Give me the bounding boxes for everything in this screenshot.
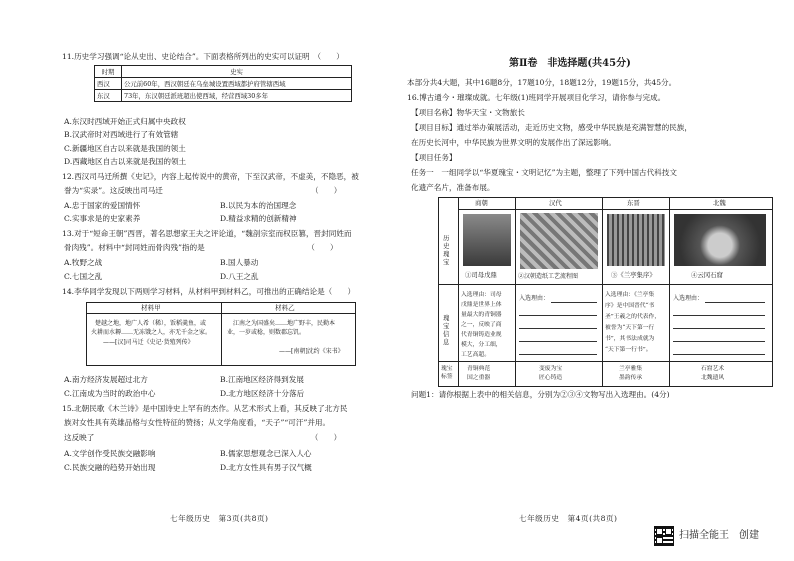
info-4-label: 入选理由： [673,295,704,302]
info-1-line7: 工艺高超。 [461,352,490,358]
q15-option-d: D.北方女性具有男子汉气概 [220,463,312,472]
q14-option-c: C.江南成为当时的政治中心 [64,389,156,398]
section-title: 第Ⅱ卷 非选择题(共45分) [509,58,631,69]
info-4-blank-4[interactable] [673,341,765,342]
q11-th-period: 时期 [95,66,122,78]
row-line-2 [439,284,772,285]
q15-stem-line3: 这反映了 （ ） [64,433,342,442]
tag-1: 青铜典范 国之重器 [467,366,491,381]
q13-option-d: D.八王之乱 [220,272,259,281]
q12-option-d: D.精益求精的创新精神 [220,214,297,223]
simuwu-ding-image [463,214,511,266]
info-1-line2: 戊鼎是世界上体 [461,302,502,308]
tag-4: 石窟艺术 北魏遗风 [701,366,725,381]
q11-row1-fact: 公元前60年，西汉朝廷在乌垒城设置西域都护府管辖西域 [122,78,352,90]
q12-option-b: B.以民为本的治国理念 [220,201,297,210]
col-line-2 [515,198,516,386]
q11-row1-period: 西汉 [95,78,122,90]
scanner-watermark-text: 扫描全能王 创建 [679,530,759,541]
q13-option-c: C.七国之乱 [64,272,103,281]
q13-stem-line2: 骨肉残”。材料中“封同姓而骨肉残”指的是 （ ） [64,243,338,252]
q15-option-a: A.文学创作受民族交融影响 [64,449,156,458]
q14-material-box [86,302,356,366]
q13-option-b: B.国人暴动 [220,258,259,267]
q11-th-fact: 史实 [122,66,352,78]
period-shang: 商朝 [475,199,488,207]
q12-stem-line1: 12.西汉司马迁所撰《史记》，内容上起传说中的黄帝，下至汉武帝，不虚美，不隐恶，被 [62,172,359,181]
info-3-line6: “天下第一行书”。 [605,347,652,353]
q11-row2-fact: 73年，东汉朝廷派班超出使西域，经营西域30多年 [122,90,352,102]
q16-stem: 16.博古通今・璀璨成就。七年级(1)班同学开展项目化学习，请你参与完成。 [407,93,666,102]
q13-option-a: A.牧野之战 [64,258,103,267]
q16-project-goal-line1: 【项目目标】通过举办策展活动，走近历史文物，感受中华民族是充满智慧的民族， [411,123,692,132]
info-3-line2: 序》是中国晋代“书 [605,303,655,309]
q14-mat1-text2: 火耕而水耨……无冻饿之人，亦无千金之家。 [91,329,212,336]
q14-mat1-title: 材料甲 [141,304,161,312]
left-page-footer: 七年级历史 第3页(共8页) [170,514,269,523]
item-1-label: ①司母戊鼎 [465,271,497,279]
section-intro: 本部分共4大题，其中16题8分，17题10分，18题12分，19题15分，共45分。 [407,78,677,87]
q14-option-d: D.北方地区经济十分落后 [220,389,305,398]
q11-option-c: C.新疆地区自古以来就是我国的领土 [64,144,186,153]
period-han: 汉代 [549,199,562,207]
q15-stem-line2: 族对女性具有英雄品格与女性特征的赞扬；从文学角度看，“天子”“可汗”并用。 [64,418,331,427]
q14-mat2-text1: 江南之为国盛矣……地广野丰，民勤本 [233,320,336,327]
info-4-blank-1[interactable] [705,302,765,303]
q11-stem: 11.历史学习强调“论从史出、史论结合”。下面表格所列出的史实可以证明 （ ） [62,52,344,61]
info-4-blank-2[interactable] [673,315,765,316]
yungang-grottoes-image [674,214,766,266]
info-2-label: 入选理由： [519,295,550,302]
q14-mat2-text2: 业，一岁或稔，则数郡忘饥。 [227,329,306,336]
q16-project-task: 【项目任务】 [411,153,457,162]
row-label-info: 瑰宝信息 [443,314,450,346]
info-3-line3: 圣”王羲之的代表作， [605,314,661,320]
item-4-label: ④云冈石窟 [691,271,723,279]
info-3-line1: 入选理由：《兰亭集 [605,292,655,298]
info-1-line6: 模大，分工细， [461,342,502,348]
right-page [397,0,794,561]
q15-option-b: B.儒家思想观念已深入人心 [220,449,312,458]
info-2-blank-4[interactable] [519,341,597,342]
q11-option-a: A.东汉时西域开始正式归属中央政权 [64,117,186,126]
q13-stem-line1: 13.对于“短命王朝”西晋，著名思想家王夫之评论道，“魏剖宗室而权臣篡，晋封同姓而 [62,229,352,238]
q11-table [94,65,352,102]
q12-option-a: A.忠于国家的爱国情怀 [64,201,141,210]
col-line-1 [458,198,459,386]
period-northern-wei: 北魏 [713,199,726,207]
q15-stem-line1: 15.北朝民歌《木兰诗》是中国诗史上罕有的杰作。从艺术形式上看，其反映了北方民 [62,404,348,413]
info-2-blank-3[interactable] [519,328,597,329]
papermaking-diagram-image [520,213,598,269]
row-line-1 [458,209,772,210]
q11-option-d: D.西藏地区自古以来就是我国的领土 [64,157,187,166]
q16-project-goal-line2: 在历史长河中，中华民族为世界文明的发展作出了深远影响。 [411,138,617,147]
row-line-3 [439,361,772,362]
right-page-footer: 七年级历史 第4页(共8页) [519,514,618,523]
info-1-line1: 入选理由：司母 [461,292,502,298]
item-2-label: ②汉朝造纸工艺流程图 [518,273,579,280]
info-3-line4: 被誉为“天下第一行 [605,325,655,331]
info-2-blank-2[interactable] [519,315,597,316]
q14-option-a: A.南方经济发展超过北方 [64,375,148,384]
q12-option-c: C.实事求是的史家素养 [64,214,141,223]
info-1-line5: 代青铜铸造业规 [461,332,502,338]
q14-mat2-title: 材料乙 [275,304,295,312]
col-line-4 [669,198,670,386]
info-4-blank-5[interactable] [673,354,765,355]
q15-option-c: C.民族交融的趋势开始出现 [64,463,156,472]
q16-question-1: 问题1：请你根据上表中的相关信息，分别为②③④文物写出入选理由。(4分) [411,390,670,399]
q14-mat1-source: ——[汉]司马迁《史记·货殖列传》 [103,339,194,346]
qr-code-icon [654,526,674,546]
info-1-line3: 量最大的青铜器 [461,312,502,318]
q11-row2-period: 东汉 [95,90,122,102]
q14-material-divider [221,303,222,365]
info-2-blank-1[interactable] [551,302,597,303]
row-label-treasure: 历史瑰宝 [443,234,450,266]
col-line-3 [602,198,603,386]
info-2-blank-5[interactable] [519,354,597,355]
q14-stem: 14.李华同学发现以下两则学习材料，从材料甲到材料乙，可推出的正确结论是（ ） [62,287,356,296]
item-3-label: ③《兰亭集序》 [611,271,656,279]
tag-3: 兰亭雅集 墨韵传承 [619,366,643,381]
q14-mat1-text1: 楚越之地，地广人希（稀），饭稻羹鱼，或 [95,320,207,327]
q14-option-b: B.江南地区经济得到发展 [220,375,304,384]
q16-task1-line1: 任务一 一组同学以“华夏瑰宝・文明记忆”为主题，整理了下列中国古代科技文 [411,168,677,177]
info-3-line5: 书”，其书法成就为 [605,336,655,342]
q16-task1-line2: 化遗产名片，准备布展。 [411,183,495,192]
q12-stem-line2: 誉为“实录”。这反映出司马迁 （ ） [64,186,342,195]
row-label-tags: 瑰宝标签 [441,366,453,380]
info-4-blank-3[interactable] [673,328,765,329]
heritage-table [438,197,773,387]
period-eastern-jin: 东晋 [627,199,640,207]
q11-option-b: B.汉武帝时对西域进行了有效管辖 [64,130,179,139]
q16-project-name: 【项目名称】物华天宝・文物旅长 [411,108,525,117]
q14-mat2-source: ——[南朝]沈约《宋书》 [279,348,344,355]
info-1-line4: 之一，反映了商 [461,322,502,328]
tag-2: 变废为宝 匠心铸造 [539,366,563,381]
lanting-xu-image [607,214,665,266]
